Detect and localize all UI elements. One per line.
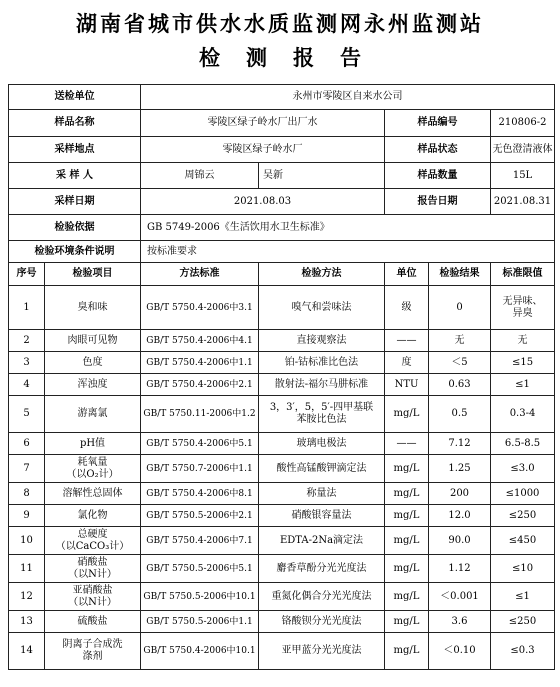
col-header: 检验方法	[259, 263, 385, 286]
row-unit: mg/L	[385, 555, 429, 583]
row-result: 7.12	[429, 433, 491, 455]
row-method: 酸性高锰酸钾滴定法	[259, 455, 385, 483]
env-label: 检验环境条件说明	[9, 241, 141, 263]
row-result: 1.12	[429, 555, 491, 583]
column-header-row	[9, 263, 555, 286]
table-row	[9, 374, 555, 396]
row-method: 硝酸银容量法	[259, 505, 385, 527]
row-item: 浑浊度	[45, 374, 141, 396]
col-header: 序号	[9, 263, 45, 286]
row-standard: GB/T 5750.5-2006中10.1	[141, 583, 259, 611]
table-row	[9, 505, 555, 527]
row-unit: ——	[385, 330, 429, 352]
row-number: 9	[9, 505, 45, 527]
table-row	[9, 611, 555, 633]
row-limit: ≤250	[491, 505, 555, 527]
report-title: 湖南省城市供水水质监测网永州监测站	[76, 12, 484, 36]
client-value: 永州市零陵区自来水公司	[141, 85, 555, 110]
row-result: 0.63	[429, 374, 491, 396]
row-item: 耗氧量 （以O₂计）	[45, 455, 141, 483]
row-limit: 0.3-4	[491, 396, 555, 433]
table-row	[9, 483, 555, 505]
row-result: ＜0.10	[429, 633, 491, 670]
row-standard: GB/T 5750.7-2006中1.1	[141, 455, 259, 483]
row-item: 硫酸盐	[45, 611, 141, 633]
row-unit: mg/L	[385, 527, 429, 555]
row-limit: ≤0.3	[491, 633, 555, 670]
row-standard: GB/T 5750.5-2006中5.1	[141, 555, 259, 583]
row-method: 称量法	[259, 483, 385, 505]
row-item: 硝酸盐 （以N计）	[45, 555, 141, 583]
row-method: 嗅气和尝味法	[259, 286, 385, 330]
row-limit: ≤250	[491, 611, 555, 633]
row-unit: mg/L	[385, 455, 429, 483]
row-limit: 无异味、 异臭	[491, 286, 555, 330]
row-limit: ≤10	[491, 555, 555, 583]
row-standard: GB/T 5750.4-2006中3.1	[141, 286, 259, 330]
row-unit: mg/L	[385, 396, 429, 433]
row-number: 13	[9, 611, 45, 633]
row-item: pH值	[45, 433, 141, 455]
basis-value: GB 5749-2006《生活饮用水卫生标准》	[141, 215, 555, 241]
row-number: 1	[9, 286, 45, 330]
sampler-label: 采 样 人	[9, 163, 141, 189]
row-item: 溶解性总固体	[45, 483, 141, 505]
row-number: 2	[9, 330, 45, 352]
sample-no-label: 样品编号	[385, 110, 491, 137]
row-method: 重氮化偶合分光光度法	[259, 583, 385, 611]
row-number: 6	[9, 433, 45, 455]
table-row	[9, 433, 555, 455]
row-unit: mg/L	[385, 611, 429, 633]
table-row	[9, 396, 555, 433]
row-number: 8	[9, 483, 45, 505]
row-number: 10	[9, 527, 45, 555]
table-row	[9, 286, 555, 330]
table-row	[9, 352, 555, 374]
row-limit: 无	[491, 330, 555, 352]
client-label: 送检单位	[9, 85, 141, 110]
row-method: 麝香草酚分光光度法	[259, 555, 385, 583]
report-subtitle: 检测报告	[199, 46, 387, 70]
row-result: 90.0	[429, 527, 491, 555]
row-number: 14	[9, 633, 45, 670]
table-row	[9, 633, 555, 670]
row-method: 亚甲蓝分光光度法	[259, 633, 385, 670]
report-table	[8, 84, 555, 670]
row-standard: GB/T 5750.4-2006中2.1	[141, 374, 259, 396]
row-standard: GB/T 5750.4-2006中5.1	[141, 433, 259, 455]
site-label: 采样地点	[9, 137, 141, 163]
row-unit: ——	[385, 433, 429, 455]
row-unit: mg/L	[385, 505, 429, 527]
row-unit: 级	[385, 286, 429, 330]
table-row	[9, 555, 555, 583]
row-unit: NTU	[385, 374, 429, 396]
row-item: 总硬度 （以CaCO₃计）	[45, 527, 141, 555]
state-value: 无色澄清液体	[491, 137, 555, 163]
site-value: 零陵区绿子岭水厂	[141, 137, 385, 163]
row-limit: ≤1000	[491, 483, 555, 505]
table-row	[9, 455, 555, 483]
row-number: 12	[9, 583, 45, 611]
table-row	[9, 330, 555, 352]
row-limit: ≤15	[491, 352, 555, 374]
env-value: 按标准要求	[141, 241, 555, 263]
col-header: 检验项目	[45, 263, 141, 286]
qty-value: 15L	[491, 163, 555, 189]
row-method: 3，3′，5，5′-四甲基联 苯胺比色法	[259, 396, 385, 433]
row-standard: GB/T 5750.5-2006中1.1	[141, 611, 259, 633]
sample-date-label: 采样日期	[9, 189, 141, 215]
row-limit: 6.5-8.5	[491, 433, 555, 455]
row-result: 无	[429, 330, 491, 352]
row-standard: GB/T 5750.5-2006中2.1	[141, 505, 259, 527]
report-date-value: 2021.08.31	[491, 189, 555, 215]
row-result: 0	[429, 286, 491, 330]
row-limit: ≤1	[491, 374, 555, 396]
row-item: 色度	[45, 352, 141, 374]
row-number: 3	[9, 352, 45, 374]
table-row	[9, 527, 555, 555]
row-method: EDTA-2Na滴定法	[259, 527, 385, 555]
row-item: 游离氯	[45, 396, 141, 433]
col-header: 方法标准	[141, 263, 259, 286]
row-item: 亚硝酸盐 （以N计）	[45, 583, 141, 611]
row-standard: GB/T 5750.4-2006中1.1	[141, 352, 259, 374]
sample-name-value: 零陵区绿子岭水厂出厂水	[141, 110, 385, 137]
sample-name-label: 样品名称	[9, 110, 141, 137]
sample-no-value: 210806-2	[491, 110, 555, 137]
row-standard: GB/T 5750.11-2006中1.2	[141, 396, 259, 433]
row-unit: mg/L	[385, 633, 429, 670]
table-row	[9, 583, 555, 611]
row-result: 3.6	[429, 611, 491, 633]
row-standard: GB/T 5750.4-2006中8.1	[141, 483, 259, 505]
report-date-label: 报告日期	[385, 189, 491, 215]
col-header: 检验结果	[429, 263, 491, 286]
row-result: ＜0.001	[429, 583, 491, 611]
row-standard: GB/T 5750.4-2006中4.1	[141, 330, 259, 352]
row-standard: GB/T 5750.4-2006中10.1	[141, 633, 259, 670]
row-method: 铬酸钡分光光度法	[259, 611, 385, 633]
row-item: 肉眼可见物	[45, 330, 141, 352]
sample-date-value: 2021.08.03	[141, 189, 385, 215]
row-limit: ≤1	[491, 583, 555, 611]
sampler-1: 周锦云	[141, 163, 259, 189]
row-item: 氯化物	[45, 505, 141, 527]
row-unit: mg/L	[385, 483, 429, 505]
row-unit: mg/L	[385, 583, 429, 611]
row-number: 5	[9, 396, 45, 433]
row-method: 散射法-福尔马肼标准	[259, 374, 385, 396]
row-number: 11	[9, 555, 45, 583]
row-item: 臭和味	[45, 286, 141, 330]
row-result: 12.0	[429, 505, 491, 527]
row-method: 直接观察法	[259, 330, 385, 352]
row-unit: 度	[385, 352, 429, 374]
row-number: 7	[9, 455, 45, 483]
row-limit: ≤450	[491, 527, 555, 555]
row-result: 200	[429, 483, 491, 505]
row-item: 阴离子合成洗 涤剂	[45, 633, 141, 670]
row-result: 1.25	[429, 455, 491, 483]
basis-label: 检验依据	[9, 215, 141, 241]
state-label: 样品状态	[385, 137, 491, 163]
row-limit: ≤3.0	[491, 455, 555, 483]
row-method: 玻璃电极法	[259, 433, 385, 455]
row-standard: GB/T 5750.4-2006中7.1	[141, 527, 259, 555]
row-result: ＜5	[429, 352, 491, 374]
row-result: 0.5	[429, 396, 491, 433]
sampler-2: 吴新	[259, 163, 385, 189]
col-header: 标准限值	[491, 263, 555, 286]
row-number: 4	[9, 374, 45, 396]
qty-label: 样品数量	[385, 163, 491, 189]
col-header: 单位	[385, 263, 429, 286]
row-method: 铂-钴标准比色法	[259, 352, 385, 374]
